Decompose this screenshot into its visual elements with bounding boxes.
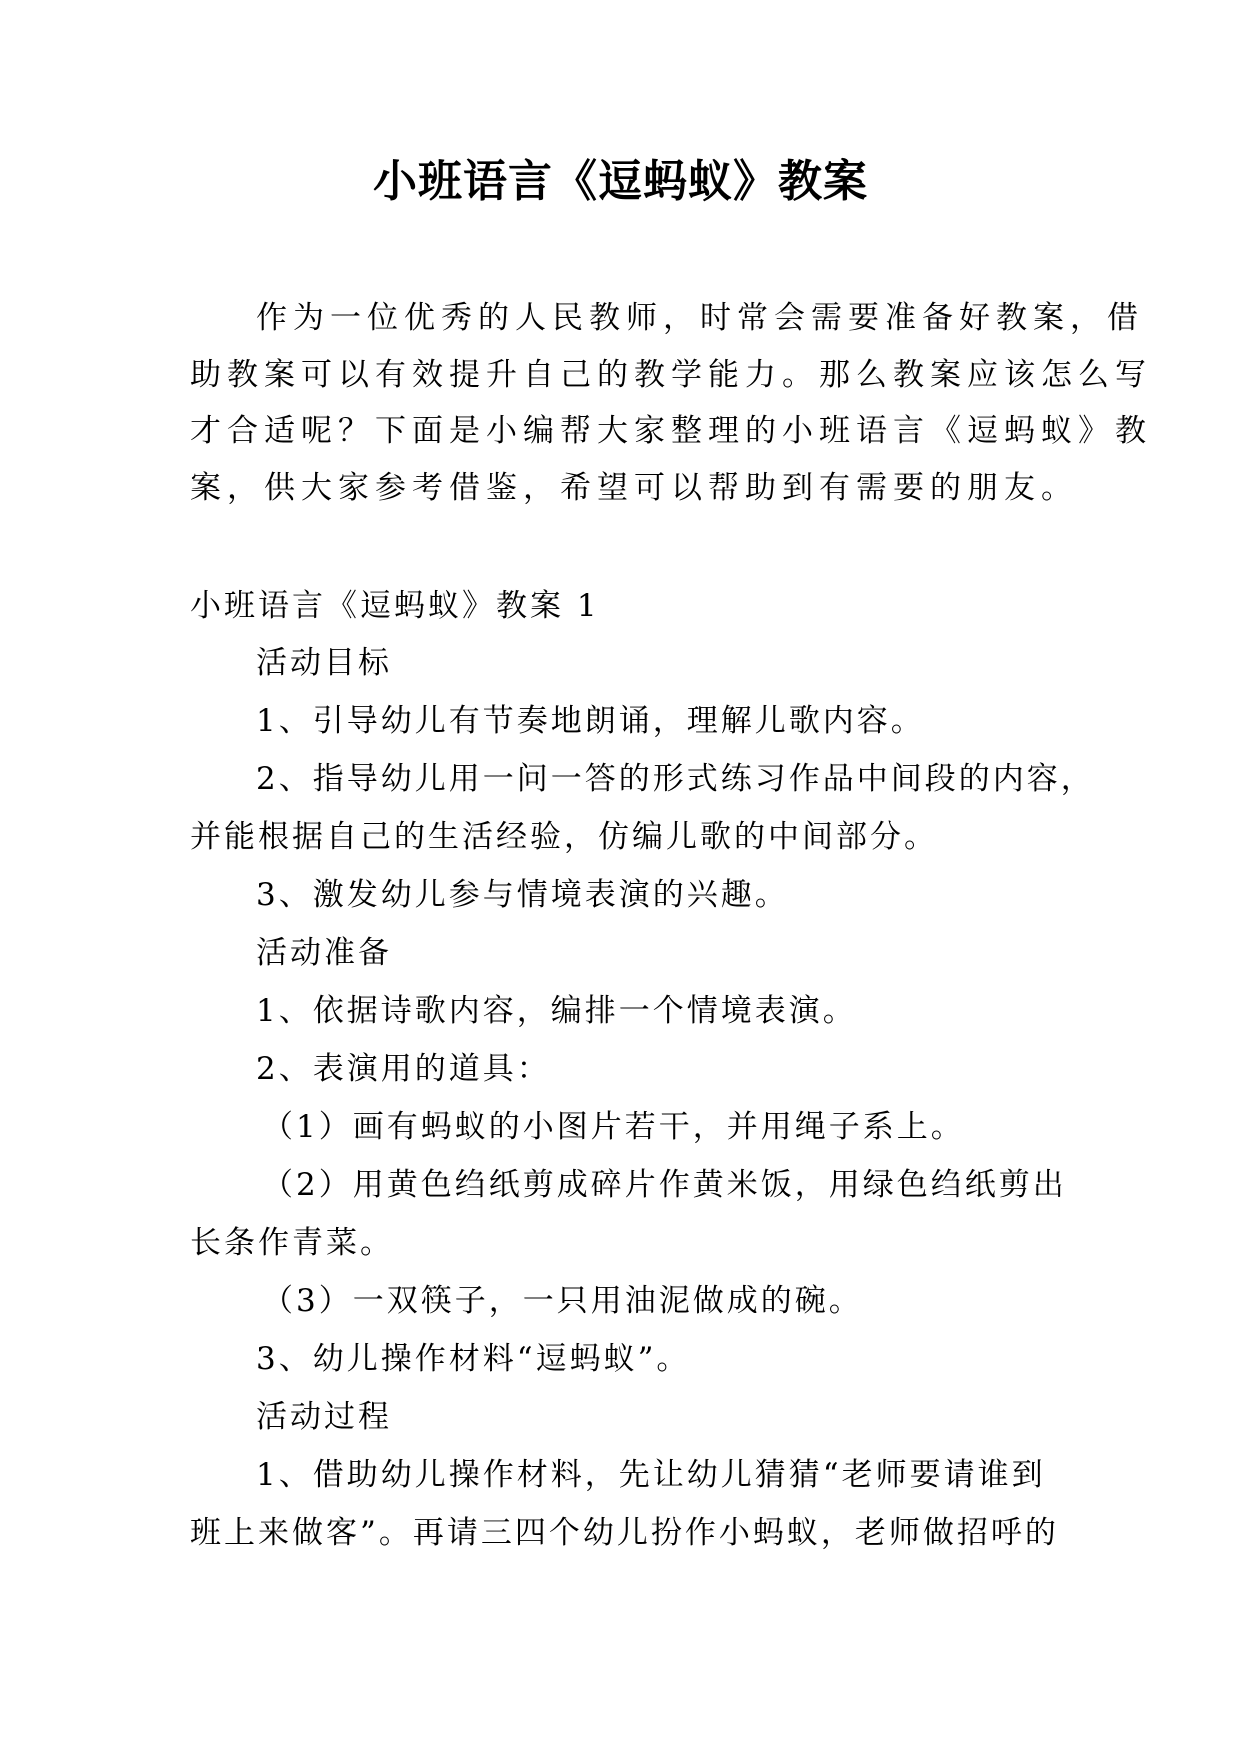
body-line: （3）一双筷子，一只用油泥做成的碗。 [262,1283,863,1319]
body-line: 3、激发幼儿参与情境表演的兴趣。 [256,877,789,913]
section-heading: 小班语言《逗蚂蚁》教案 1 [190,588,600,624]
intro-line-1: 作为一位优秀的人民教师，时常会需要准备好教案，借 [256,300,1144,336]
body-line: 1、引导幼儿有节奏地朗诵，理解儿歌内容。 [256,703,925,739]
subheading-process: 活动过程 [256,1399,392,1435]
document-title: 小班语言《逗蚂蚁》教案 [373,156,868,207]
body-line: 长条作青菜。 [190,1225,394,1261]
body-line: 2、指导幼儿用一问一答的形式练习作品中间段的内容， [256,761,1095,797]
body-line: 班上来做客”。再请三四个幼儿扮作小蚂蚁，老师做招呼的 [190,1515,1059,1551]
intro-line-3: 才合适呢？下面是小编帮大家整理的小班语言《逗蚂蚁》教 [190,413,1152,449]
intro-line-4: 案，供大家参考借鉴，希望可以帮助到有需要的朋友。 [190,470,1078,506]
intro-line-2: 助教案可以有效提升自己的教学能力。那么教案应该怎么写 [190,357,1152,393]
body-line: 1、借助幼儿操作材料，先让幼儿猜猜“老师要请谁到 [256,1457,1046,1493]
subheading-preparation: 活动准备 [256,935,392,971]
body-line: 3、幼儿操作材料“逗蚂蚁”。 [256,1341,691,1377]
body-line: （2）用黄色绉纸剪成碎片作黄米饭，用绿色绉纸剪出 [262,1167,1067,1203]
body-line: 1、依据诗歌内容，编排一个情境表演。 [256,993,857,1029]
body-line: 2、表演用的道具： [256,1051,551,1087]
body-line: 并能根据自己的生活经验，仿编儿歌的中间部分。 [190,819,938,855]
subheading-goals: 活动目标 [256,645,392,681]
body-line: （1）画有蚂蚁的小图片若干，并用绳子系上。 [262,1109,965,1145]
